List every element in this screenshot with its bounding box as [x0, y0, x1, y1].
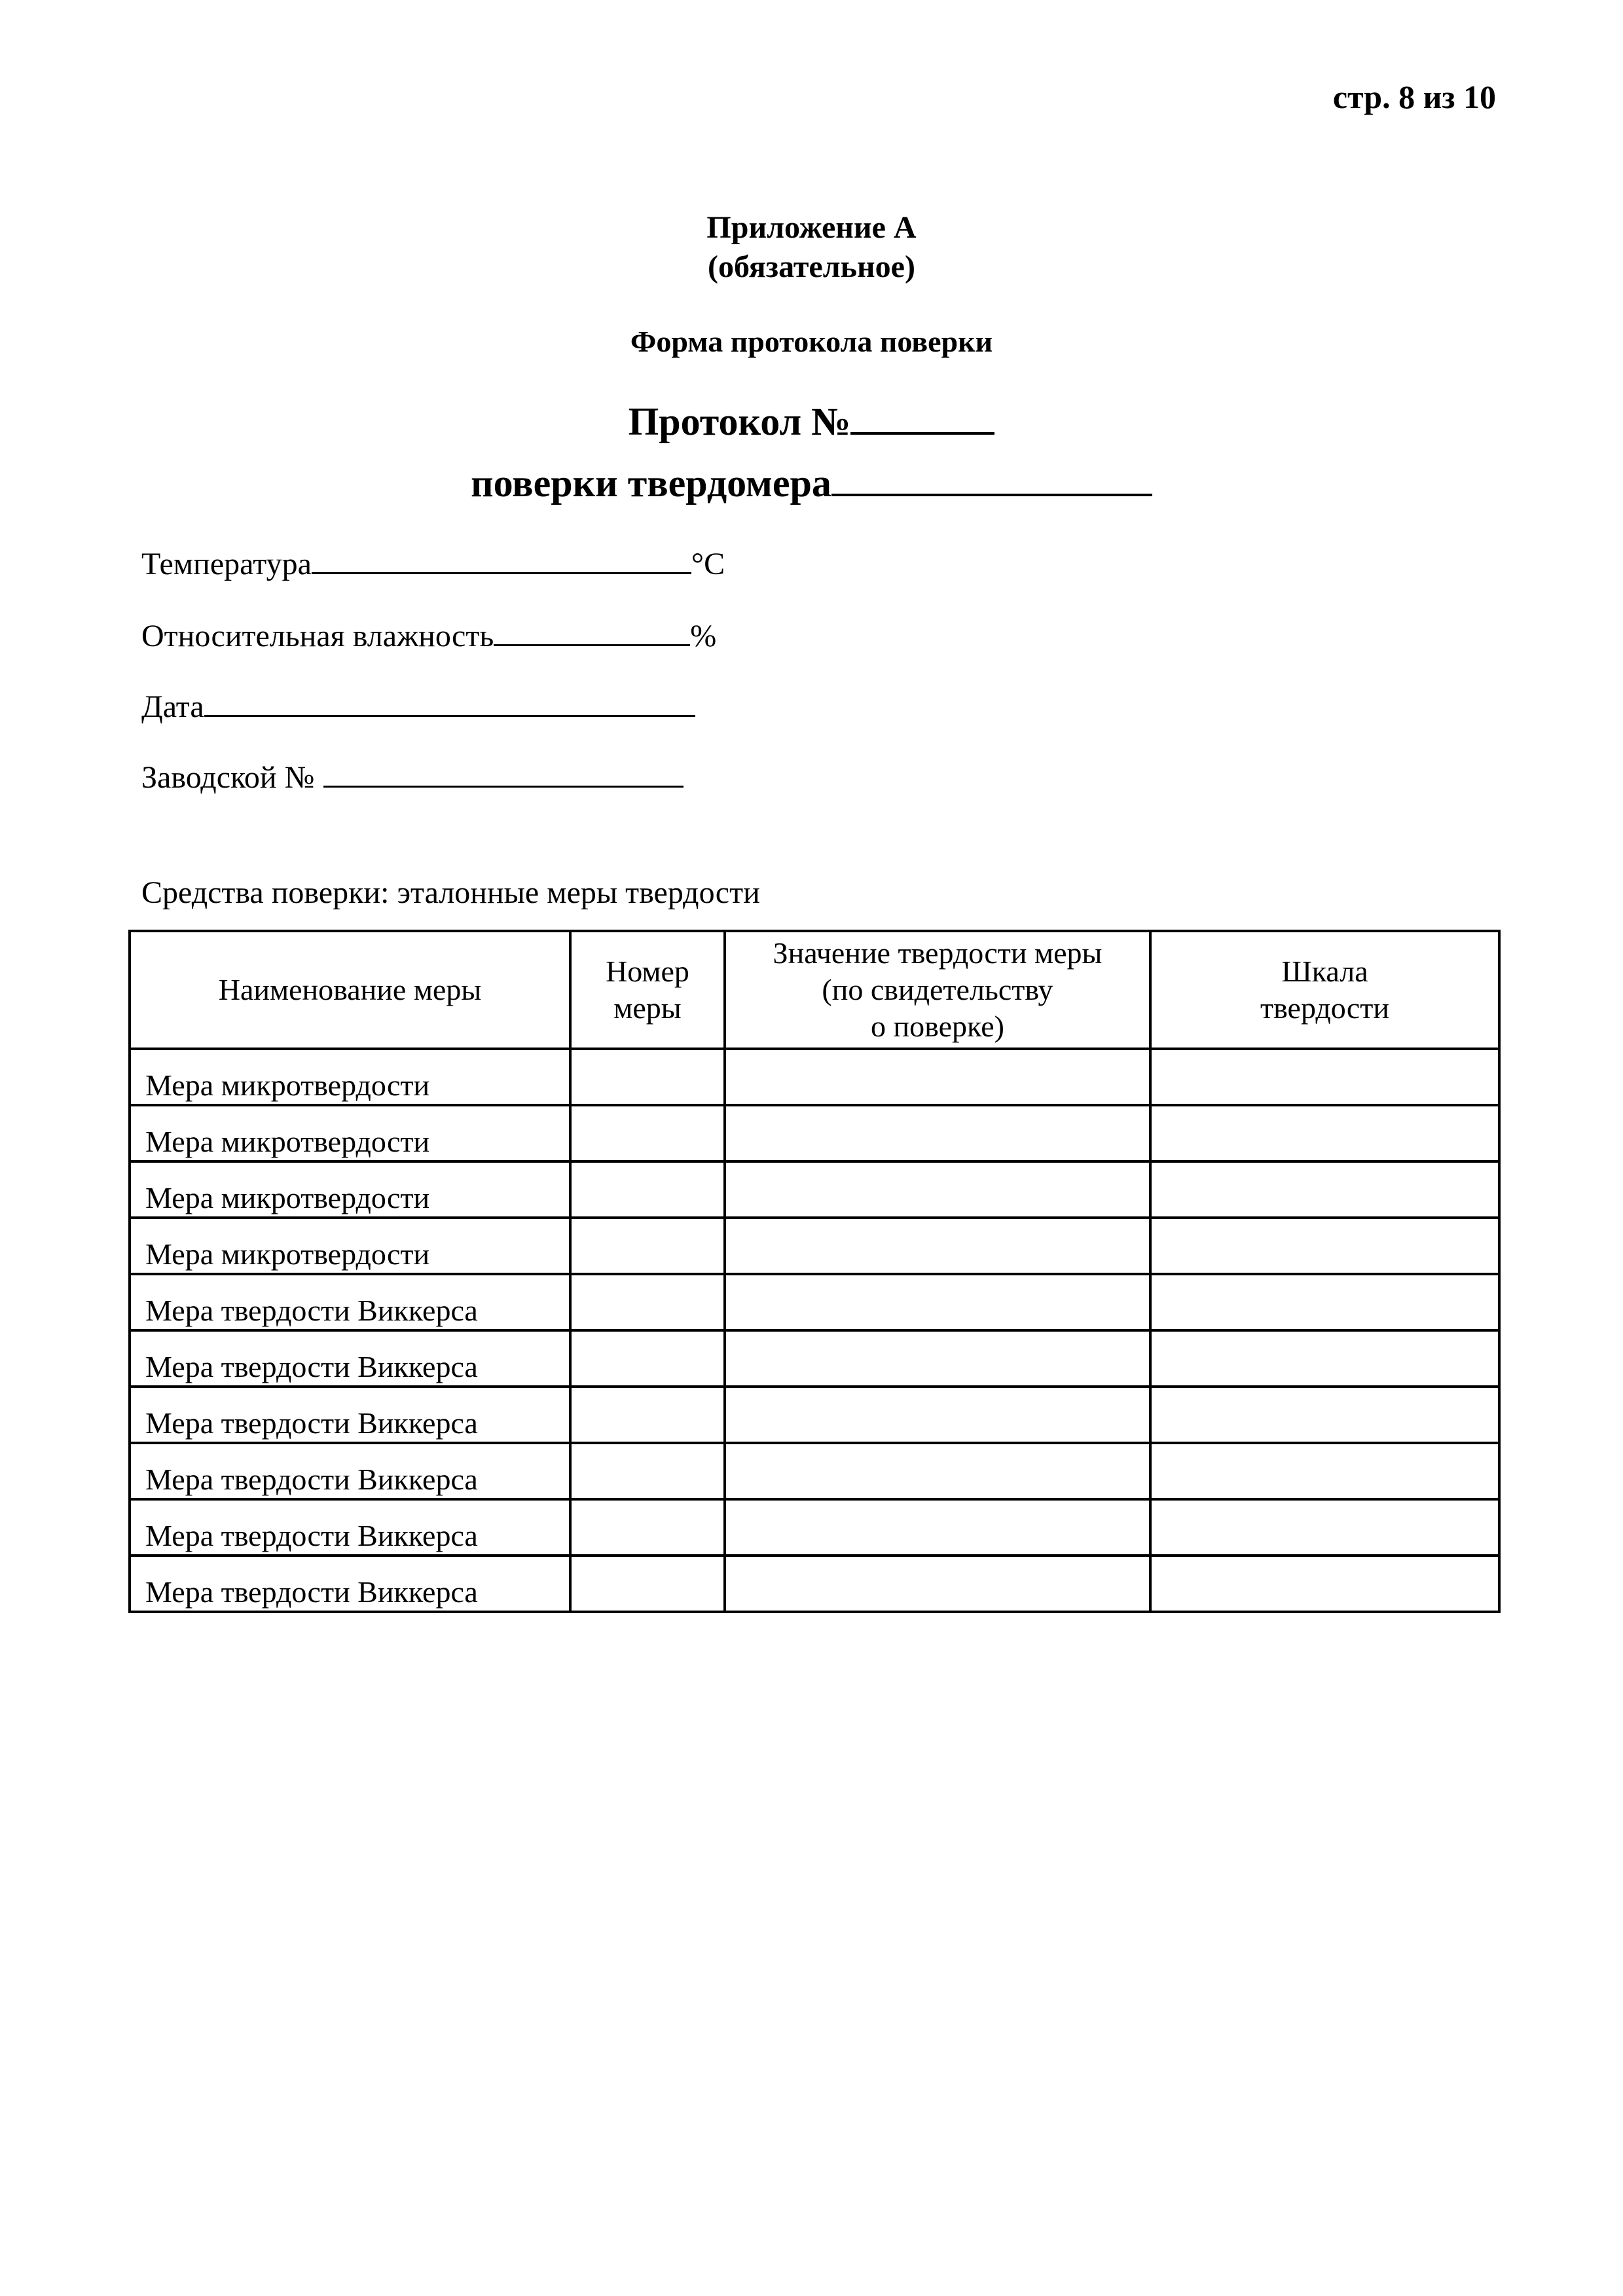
serial-blank[interactable] — [323, 757, 684, 788]
measure-name-cell: Мера твердости Виккерса — [130, 1556, 570, 1612]
device-line — [0, 460, 1623, 507]
temperature-blank[interactable] — [312, 543, 691, 574]
measure-name-cell: Мера микротвердости — [130, 1218, 570, 1274]
measure-number-cell[interactable] — [570, 1218, 725, 1274]
table-row — [130, 1443, 1499, 1499]
measure-number-cell[interactable] — [570, 1274, 725, 1330]
measure-scale-cell[interactable] — [1150, 1105, 1499, 1161]
measure-value-cell[interactable] — [725, 1330, 1150, 1387]
measure-scale-cell[interactable] — [1150, 1556, 1499, 1612]
temperature-label: Температура — [141, 547, 312, 581]
measure-scale-cell[interactable] — [1150, 1387, 1499, 1443]
table-row — [130, 1105, 1499, 1161]
form-title: Форма протокола поверки — [630, 325, 993, 358]
measure-value-cell[interactable] — [725, 1556, 1150, 1612]
device-label: поверки твердомера — [471, 462, 831, 505]
measure-scale-cell[interactable] — [1150, 1161, 1499, 1218]
measure-number-cell[interactable] — [570, 1443, 725, 1499]
header-name: Наименование меры — [130, 931, 570, 1049]
protocol-label: Протокол № — [628, 400, 851, 443]
measure-scale-cell[interactable] — [1150, 1330, 1499, 1387]
temperature-unit: °С — [691, 547, 725, 581]
measure-value-cell[interactable] — [725, 1443, 1150, 1499]
serial-label: Заводской № — [141, 760, 315, 795]
device-name-blank[interactable] — [831, 460, 1152, 496]
appendix-status: (обязательное) — [708, 249, 915, 284]
table-row — [130, 1161, 1499, 1218]
table-row — [130, 1049, 1499, 1105]
measure-name-cell: Мера твердости Виккерса — [130, 1330, 570, 1387]
measure-value-cell[interactable] — [725, 1105, 1150, 1161]
table-row — [130, 1330, 1499, 1387]
measure-name-cell: Мера микротвердости — [130, 1049, 570, 1105]
header-value: Значение твердости меры (по свидетельству о поверке) — [725, 931, 1150, 1049]
measures-table — [128, 930, 1501, 1613]
table-row — [130, 1499, 1499, 1556]
means-caption: Средства поверки: эталонные меры твердости — [141, 875, 760, 910]
measure-number-cell[interactable] — [570, 1105, 725, 1161]
measure-scale-cell[interactable] — [1150, 1443, 1499, 1499]
header-number: Номер меры — [570, 931, 725, 1049]
table-row — [130, 1387, 1499, 1443]
measure-number-cell[interactable] — [570, 1387, 725, 1443]
page-number: стр. 8 из 10 — [1332, 79, 1496, 115]
table-row — [130, 1218, 1499, 1274]
measure-scale-cell[interactable] — [1150, 1274, 1499, 1330]
protocol-number-blank[interactable] — [850, 398, 994, 435]
measure-number-cell[interactable] — [570, 1556, 725, 1612]
humidity-label: Относительная влажность — [141, 619, 494, 653]
measure-value-cell[interactable] — [725, 1274, 1150, 1330]
table-row — [130, 1556, 1499, 1612]
table-row — [130, 1274, 1499, 1330]
serial-field — [141, 757, 684, 797]
measure-name-cell: Мера твердости Виккерса — [130, 1499, 570, 1556]
measure-number-cell[interactable] — [570, 1049, 725, 1105]
header-scale: Шкала твердости — [1150, 931, 1499, 1049]
measure-scale-cell[interactable] — [1150, 1218, 1499, 1274]
measure-name-cell: Мера твердости Виккерса — [130, 1443, 570, 1499]
humidity-blank[interactable] — [494, 615, 690, 646]
measure-value-cell[interactable] — [725, 1499, 1150, 1556]
table-header-row — [130, 931, 1499, 1049]
measure-value-cell[interactable] — [725, 1161, 1150, 1218]
measure-name-cell: Мера микротвердости — [130, 1161, 570, 1218]
measure-value-cell[interactable] — [725, 1049, 1150, 1105]
date-blank[interactable] — [204, 686, 695, 717]
measure-name-cell: Мера микротвердости — [130, 1105, 570, 1161]
humidity-unit: % — [690, 619, 717, 653]
measure-name-cell: Мера твердости Виккерса — [130, 1274, 570, 1330]
appendix-heading — [0, 208, 1623, 287]
measure-value-cell[interactable] — [725, 1218, 1150, 1274]
measure-scale-cell[interactable] — [1150, 1049, 1499, 1105]
measure-name-cell: Мера твердости Виккерса — [130, 1387, 570, 1443]
humidity-field — [141, 615, 716, 656]
date-field — [141, 686, 695, 727]
measure-number-cell[interactable] — [570, 1330, 725, 1387]
measure-value-cell[interactable] — [725, 1387, 1150, 1443]
appendix-title: Приложение А — [706, 210, 917, 245]
measure-scale-cell[interactable] — [1150, 1499, 1499, 1556]
date-label: Дата — [141, 689, 204, 724]
protocol-number-line — [0, 398, 1623, 445]
measure-number-cell[interactable] — [570, 1499, 725, 1556]
temperature-field — [141, 543, 725, 584]
measure-number-cell[interactable] — [570, 1161, 725, 1218]
